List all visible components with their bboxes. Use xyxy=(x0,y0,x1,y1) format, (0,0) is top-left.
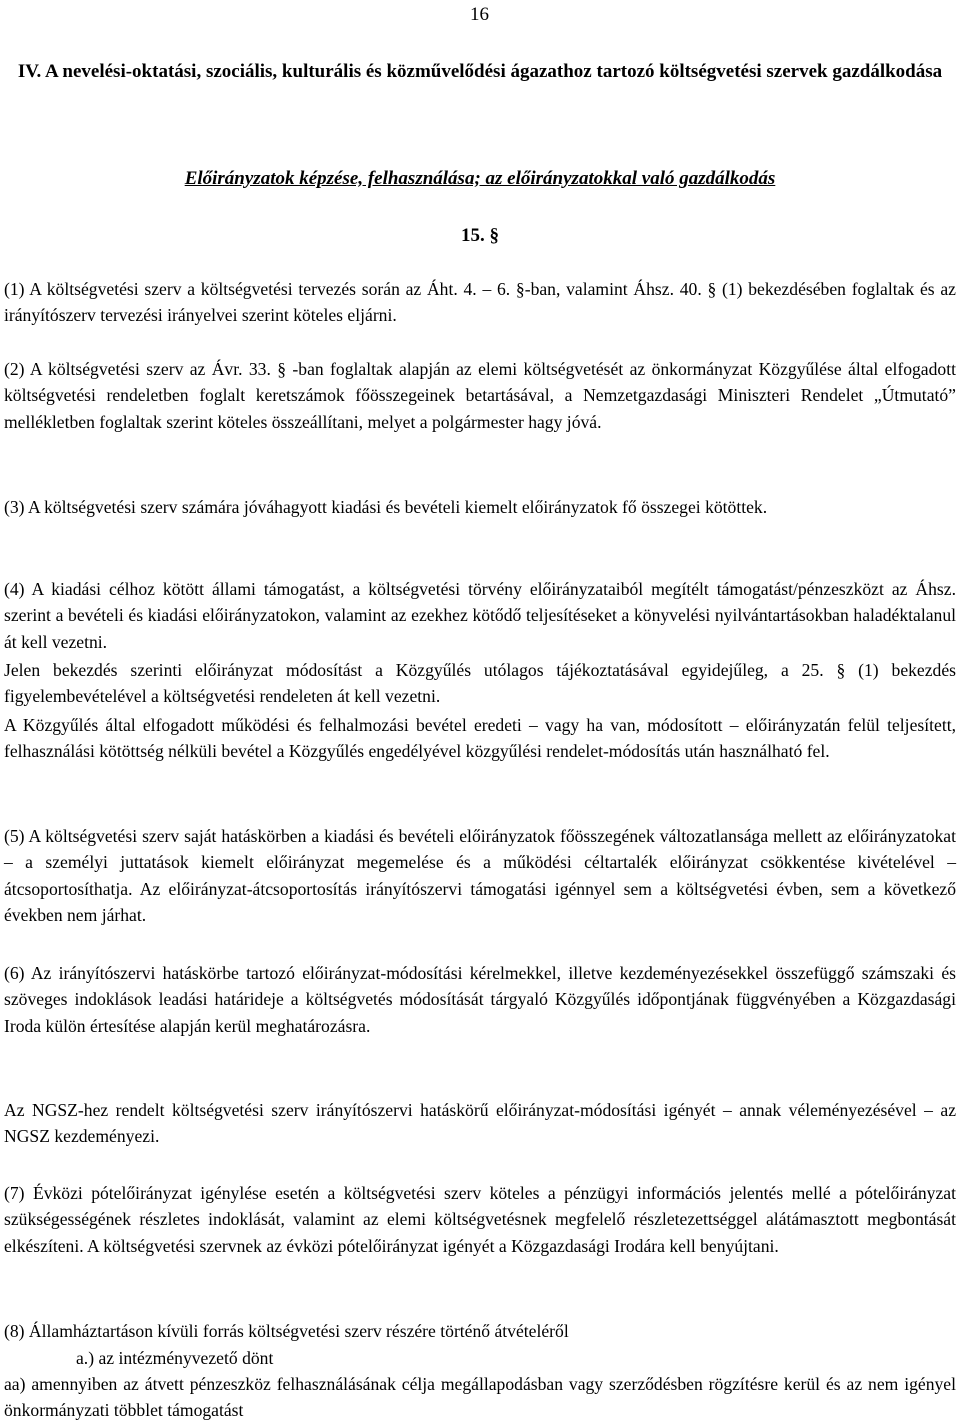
paragraph-3: (3) A költségvetési szerv számára jóváhagyott kiadási és bevételi kiemelt előirányzatok fő összegei kötöttek. xyxy=(4,497,768,517)
paragraph-4-note: Jelen bekezdés szerinti előirányzat módosítást a Közgyűlés utólagos tájékoztatásával egyidejűleg, a 25. § (1) bekezdés figyelembevételével a költségvetési rendeleten át kell vezetni. xyxy=(4,660,956,707)
paragraph-5: (5) A költségvetési szerv saját hatáskörben a kiadási és bevételi előirányzatok főösszegének változatlansága mellett az előirányzatokat – a személyi juttatások kiemelt előirányzat megemelése és a működési céltartalék előirányzat csökkentése kivételével – átcsoportosíthatja. Az előirányzat-átcsoportosítás irányítószervi támogatási igénnyel sem a költségvetési évben, sem a következő években nem járhat. xyxy=(4,826,956,926)
section-number: 15. § xyxy=(461,225,499,246)
chapter-title: IV. A nevelési-oktatási, szociális, kulturális és közművelődési ágazathoz tartozó költségvetési szervek gazdálkodása xyxy=(17,61,943,82)
paragraph-7: (7) Évközi pótelőirányzat igénylése esetén a költségvetési szerv köteles a pénzügyi információs jelentés mellé a pótelőirányzat szükségességének részletes indoklását, valamint az elemi költségvetésnek megfelelő részletezettséggel alátámasztott megbontását elkészíteni. A költségvetési szervnek az évközi pótelőirányzat igényét a Közgazdasági Irodára kell benyújtani. xyxy=(4,1183,956,1256)
paragraph-8-a: a.) az intézményvezető dönt xyxy=(76,1348,274,1368)
paragraph-4: (4) A kiadási célhoz kötött állami támogatást, a költségvetési törvény előirányzataiból megítélt támogatást/pénzeszközt az Áhsz. szerint a bevételi és kiadási előirányzatokon, valamint az ezekhez kötődő teljesítéseket a könyvelési nyilvántartásokban haladéktalanul át kell vezetni. xyxy=(4,579,956,652)
paragraph-6-ngsz: Az NGSZ-hez rendelt költségvetési szerv irányítószervi hatáskörű előirányzat-módosítási igényét – annak véleményezésével – az NGSZ kezdeményezi. xyxy=(4,1100,956,1147)
paragraph-1: (1) A költségvetési szerv a költségvetési tervezés során az Áht. 4. – 6. §-ban, valamint Áhsz. 40. § (1) bekezdésében foglaltak és az irányítószerv tervezési irányelvei szerint köteles eljárni. xyxy=(4,279,956,326)
paragraph-2: (2) A költségvetési szerv az Ávr. 33. § -ban foglaltak alapján az elemi költségvetését az önkormányzat Közgyűlése által elfogadott költségvetési rendeletben foglalt keretszámok főösszegeinek betartásával, a Nemzetgazdasági Miniszteri Rendelet „Útmutató” mellékletben foglaltak szerint köteles összeállítani, melyet a polgármester hagy jóvá. xyxy=(4,359,956,432)
subtitle: Előirányzatok képzése, felhasználása; az előirányzatokkal való gazdálkodás xyxy=(184,168,776,189)
paragraph-8: (8) Államháztartáson kívüli forrás költségvetési szerv részére történő átvételéről xyxy=(4,1321,569,1341)
paragraph-6: (6) Az irányítószervi hatáskörbe tartozó előirányzat-módosítási kérelmekkel, illetve kezdeményezésekkel összefüggő számszaki és szöveges indoklások leadási határideje a költségvetés módosítását tárgyaló Közgyűlés időpontjának függvényében a Közgazdasági Iroda külön értesítése alapján kerül meghatározásra. xyxy=(4,963,956,1036)
paragraph-4-revenue: A Közgyűlés által elfogadott működési és felhalmozási bevétel eredeti – vagy ha van, módosított – előirányzatán felül teljesített, felhasználási kötöttség nélküli bevétel a Közgyűlés engedélyével közgyűlési rendelet-módosítás után használható fel. xyxy=(4,715,956,762)
page-number: 16 xyxy=(470,4,489,25)
paragraph-8-aa: aa) amennyiben az átvett pénzeszköz felhasználásának célja megállapodásban vagy szerződésben rögzítésre kerül és az nem igényel önkormányzati többlet támogatást xyxy=(4,1374,956,1421)
